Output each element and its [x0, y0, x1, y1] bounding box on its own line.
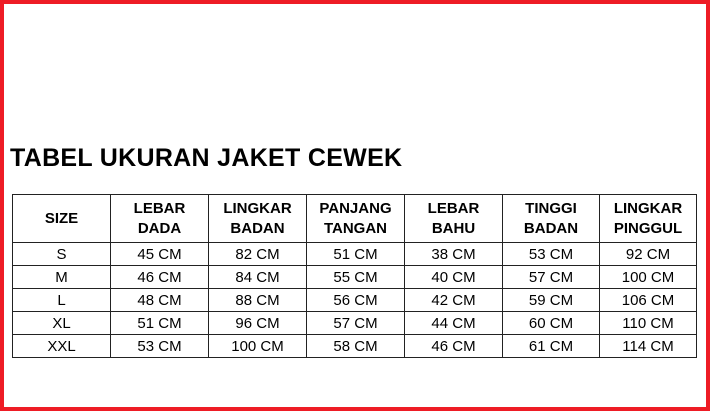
header-line: TINGGI: [525, 199, 577, 217]
header-line: SIZE: [44, 209, 79, 227]
header-line: LEBAR: [427, 199, 480, 217]
table-row: [13, 266, 697, 289]
header-line: LINGKAR: [223, 199, 292, 217]
header-line: BADAN: [523, 219, 579, 237]
header-line: PINGGUL: [613, 219, 683, 237]
table-cell: 100 CM: [600, 266, 697, 289]
table-cell: 57 CM: [307, 312, 405, 335]
table-cell: 60 CM: [503, 312, 600, 335]
table-cell: 40 CM: [405, 266, 503, 289]
table-cell: 59 CM: [503, 289, 600, 312]
table-cell: 46 CM: [111, 266, 209, 289]
table-cell: 110 CM: [600, 312, 697, 335]
table-cell: 82 CM: [209, 243, 307, 266]
table-cell: 84 CM: [209, 266, 307, 289]
header-line: TANGAN: [323, 219, 388, 237]
table-cell: 38 CM: [405, 243, 503, 266]
table-cell: 48 CM: [111, 289, 209, 312]
table-row: [13, 243, 697, 266]
header-line: BADAN: [230, 219, 285, 237]
page-title: TABEL UKURAN JAKET CEWEK: [10, 144, 403, 172]
table-cell: 51 CM: [307, 243, 405, 266]
header-panjang-tangan: [307, 195, 405, 243]
table-row: [13, 312, 697, 335]
table-row: [13, 289, 697, 312]
table-cell: 45 CM: [111, 243, 209, 266]
table-cell: XL: [13, 312, 111, 335]
table-cell: 53 CM: [503, 243, 600, 266]
header-line: PANJANG: [319, 199, 392, 217]
header-row: [13, 195, 697, 243]
header-line: LINGKAR: [613, 199, 683, 217]
table-cell: M: [13, 266, 111, 289]
table-row: [13, 335, 697, 358]
header-line: BAHU: [431, 219, 476, 237]
header-line: DADA: [137, 219, 182, 237]
table-cell: 106 CM: [600, 289, 697, 312]
table-cell: 92 CM: [600, 243, 697, 266]
header-lingkar-pinggul: [600, 195, 697, 243]
header-line: LEBAR: [133, 199, 186, 217]
table-cell: 55 CM: [307, 266, 405, 289]
table-cell: 51 CM: [111, 312, 209, 335]
table-cell: 46 CM: [405, 335, 503, 358]
table-cell: 58 CM: [307, 335, 405, 358]
table-cell: 44 CM: [405, 312, 503, 335]
table-cell: 42 CM: [405, 289, 503, 312]
table-cell: 57 CM: [503, 266, 600, 289]
header-lebar-bahu: [405, 195, 503, 243]
table-cell: 53 CM: [111, 335, 209, 358]
table-cell: 88 CM: [209, 289, 307, 312]
header-size: [13, 195, 111, 243]
table-cell: 96 CM: [209, 312, 307, 335]
table-cell: S: [13, 243, 111, 266]
table-cell: 114 CM: [600, 335, 697, 358]
header-lingkar-badan: [209, 195, 307, 243]
table-cell: XXL: [13, 335, 111, 358]
table-cell: 56 CM: [307, 289, 405, 312]
table-cell: 100 CM: [209, 335, 307, 358]
table-cell: L: [13, 289, 111, 312]
header-tinggi-badan: [503, 195, 600, 243]
size-chart-table: [12, 194, 697, 358]
table-cell: 61 CM: [503, 335, 600, 358]
header-lebar-dada: [111, 195, 209, 243]
